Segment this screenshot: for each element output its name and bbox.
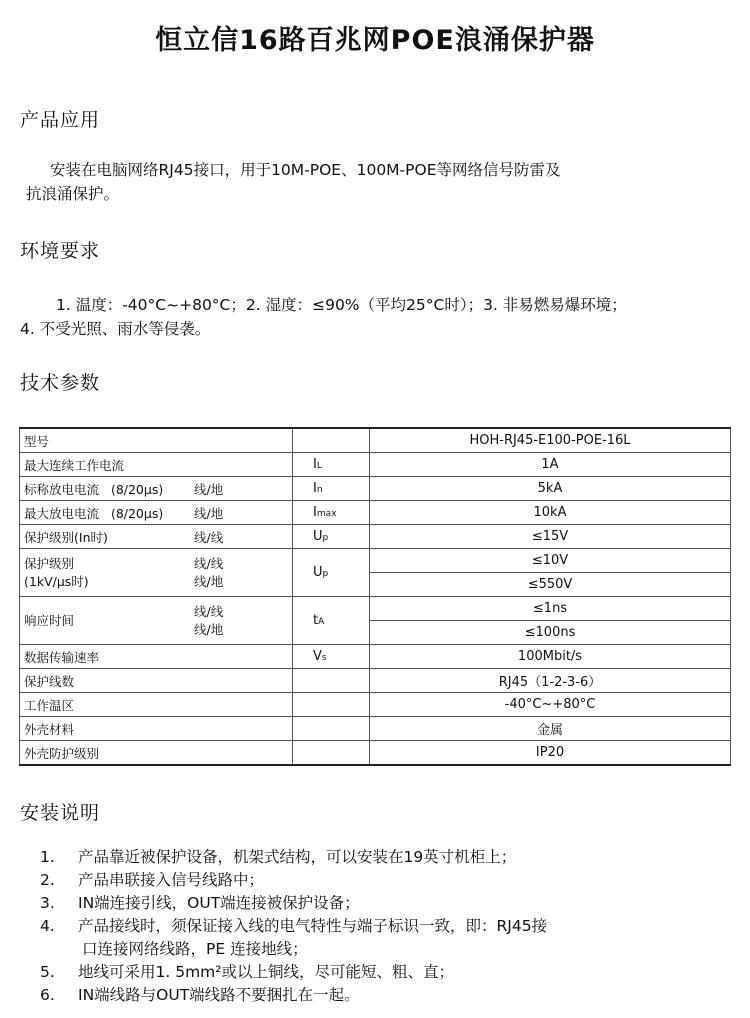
section-heading-application: 产品应用	[20, 109, 101, 131]
cell-name	[20, 477, 293, 501]
line-type-1: 线/线	[194, 555, 224, 571]
symbol-sub: max	[316, 509, 337, 519]
cell-name	[20, 525, 293, 549]
item-number: 5.	[40, 963, 55, 981]
table-row-max-discharge	[20, 501, 731, 525]
environment-line-2: 4. 不受光照、雨水等侵袭。	[20, 320, 211, 338]
application-line-2: 抗浪涌保护。	[26, 185, 120, 203]
cell-value: IP20	[370, 741, 731, 766]
cell-value: ≤10V	[370, 549, 731, 573]
line-type	[194, 603, 223, 639]
cell-name: 外壳防护级别	[20, 741, 293, 766]
line-type	[194, 555, 223, 591]
application-line-1: 安装在电脑网络RJ45接口，用于10M-POE、100M-POE等网络信号防雷及	[50, 161, 561, 179]
param-name	[24, 555, 194, 591]
param-condition: (8/20μs)	[110, 481, 164, 497]
application-paragraph	[20, 158, 740, 206]
item-text-line-1: 产品接线时，须保证接入线的电气特性与端子标识一致，即：RJ45接	[78, 917, 548, 935]
cell-symbol	[293, 525, 370, 549]
section-heading-environment: 环境要求	[20, 240, 101, 262]
cell-symbol	[293, 428, 370, 453]
cell-value: 5kA	[370, 477, 731, 501]
symbol-main: U	[313, 529, 323, 544]
cell-symbol	[293, 741, 370, 766]
table-row-rate	[20, 645, 731, 669]
cell-value: ≤1ns	[370, 597, 731, 621]
cell-name	[20, 501, 293, 525]
spec-table	[19, 427, 731, 766]
symbol-sub: n	[316, 485, 323, 495]
table-row-response	[20, 597, 731, 621]
symbol-sub: p	[322, 569, 329, 579]
environment-paragraph	[20, 293, 750, 341]
symbol-main: I	[313, 505, 317, 520]
table-row-protection-in	[20, 525, 731, 549]
cell-symbol	[293, 597, 370, 645]
param-name: 保护级别(In时)	[24, 529, 108, 545]
symbol-main: I	[313, 457, 317, 472]
cell-name: 保护线数	[20, 669, 293, 693]
cell-value: 100Mbit/s	[370, 645, 731, 669]
cell-value: 金属	[370, 717, 731, 741]
item-text: 产品串联接入信号线路中；	[78, 871, 265, 889]
line-type-2: 线/地	[194, 621, 224, 637]
table-row-protection-kv	[20, 549, 731, 573]
item-text-line-2: 口连接网络线路，PE 连接地线；	[82, 940, 308, 958]
cell-symbol	[293, 549, 370, 597]
item-text: 产品靠近被保护设备，机架式结构，可以安装在19英寸机柜上；	[78, 848, 517, 866]
table-row-lines	[20, 669, 731, 693]
line-type-2: 线/地	[194, 573, 224, 589]
section-heading-specs: 技术参数	[20, 372, 101, 394]
item-number: 1.	[40, 848, 55, 866]
param-name	[24, 480, 194, 498]
item-number: 4.	[40, 917, 55, 935]
line-type: 线/地	[194, 481, 224, 497]
cell-symbol	[293, 477, 370, 501]
line-type: 线/线	[194, 529, 224, 545]
cell-symbol	[293, 645, 370, 669]
install-list	[40, 846, 740, 1007]
param-condition: (1kV/μs时)	[24, 573, 89, 589]
item-text: 地线可采用1. 5mm²或以上铜线，尽可能短、粗、直；	[78, 963, 454, 981]
symbol-main: V	[313, 649, 322, 664]
list-item	[40, 915, 740, 961]
cell-name: 外壳材料	[20, 717, 293, 741]
symbol-sub: A	[318, 617, 325, 627]
list-item	[40, 846, 740, 869]
symbol-sub: s	[321, 653, 327, 663]
section-heading-install: 安装说明	[20, 802, 101, 824]
list-item	[40, 869, 740, 892]
item-text: IN端线路与OUT端线路不要捆扎在一起。	[78, 986, 360, 1004]
table-row-ip	[20, 741, 731, 766]
page-title: 恒立信16路百兆网POE浪涌保护器	[155, 25, 595, 56]
symbol-main: t	[313, 613, 319, 628]
cell-value: ≤15V	[370, 525, 731, 549]
line-type-1: 线/线	[194, 603, 224, 619]
item-number: 2.	[40, 871, 55, 889]
param-label: 最大放电电流	[24, 505, 100, 521]
item-number: 6.	[40, 986, 55, 1004]
cell-symbol	[293, 717, 370, 741]
table-row-model	[20, 428, 731, 453]
table-row-current	[20, 453, 731, 477]
param-condition: (8/20μs)	[110, 505, 164, 521]
cell-symbol	[293, 693, 370, 717]
symbol-sub: p	[322, 533, 329, 543]
table-row-temperature	[20, 693, 731, 717]
cell-value: -40°C~+80°C	[370, 693, 731, 717]
symbol-main: I	[313, 481, 317, 496]
item-text: IN端连接引线，OUT端连接被保护设备；	[78, 894, 360, 912]
cell-symbol	[293, 453, 370, 477]
cell-name: 最大连续工作电流	[20, 453, 293, 477]
item-text	[78, 915, 740, 961]
param-name: 响应时间	[24, 612, 75, 628]
param-label: 标称放电电流	[24, 481, 100, 497]
table-row-material	[20, 717, 731, 741]
cell-name: 型号	[20, 428, 293, 453]
symbol-sub: L	[316, 461, 322, 471]
environment-line-1: 1. 温度：-40°C~+80°C；2. 湿度：≤90%（平均25°C时）；3. 非易燃易爆环境；	[56, 296, 627, 314]
list-item	[40, 961, 740, 984]
list-item	[40, 892, 740, 915]
cell-value: 10kA	[370, 501, 731, 525]
param-name	[24, 504, 194, 522]
cell-value: ≤100ns	[370, 621, 731, 645]
item-number: 3.	[40, 894, 55, 912]
cell-value: RJ45（1-2-3-6）	[370, 669, 731, 693]
cell-symbol	[293, 669, 370, 693]
cell-value: HOH-RJ45-E100-POE-16L	[370, 428, 731, 453]
symbol-main: U	[313, 565, 323, 580]
cell-name: 数据传输速率	[20, 645, 293, 669]
table-row-nominal	[20, 477, 731, 501]
cell-name	[20, 597, 293, 645]
param-label: 保护级别	[24, 555, 75, 571]
line-type: 线/地	[194, 505, 224, 521]
cell-name	[20, 549, 293, 597]
cell-value: ≤550V	[370, 573, 731, 597]
cell-symbol	[293, 501, 370, 525]
cell-name: 工作温区	[20, 693, 293, 717]
cell-value: 1A	[370, 453, 731, 477]
list-item	[40, 984, 740, 1007]
